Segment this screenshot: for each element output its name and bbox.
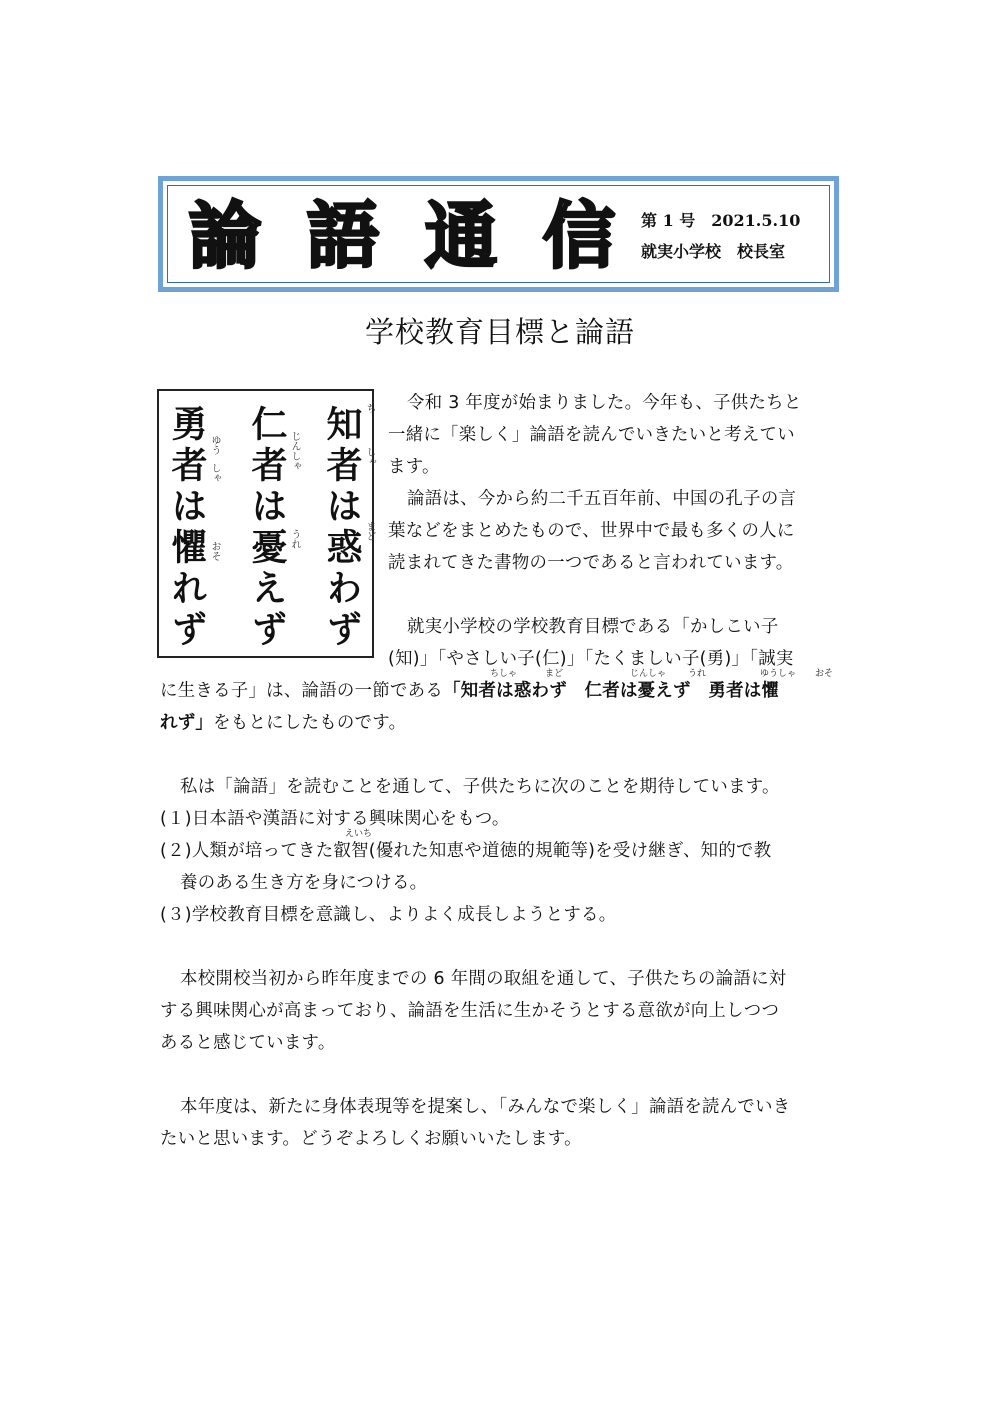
page-title: 学校教育目標と論語 (364, 315, 635, 349)
paragraph-5-line-3: あると感じています。 (160, 1033, 336, 1053)
paragraph-6-line-1: 本年度は、新たに身体表現等を提案し、「みんなで楽しく」論語を読んでいき (180, 1097, 791, 1117)
ruby-annotation: おそ (815, 669, 834, 679)
masthead-title (189, 195, 661, 277)
paragraph-3-line-4 (160, 707, 406, 739)
school-office: 就実小学校 校長室 (641, 242, 786, 261)
calligraphy-ruby: じん (289, 431, 300, 451)
paragraph-3-line-1: 就実小学校の学校教育目標である「かしこい子 (407, 617, 779, 637)
paragraph-3-line-3 (160, 675, 779, 707)
paragraph-2-line-2: 葉などをまとめたもので、世界中で最も多くの人に (388, 521, 795, 541)
paragraph-3-text: をもとにしたものです。 (213, 713, 407, 733)
calligraphy-image (157, 389, 374, 658)
paragraph-5-line-2: する興味関心が高まっており、論語を生活に生かそうとする意欲が向上しつつ (160, 1001, 780, 1021)
ruby-annotation: うれ (688, 669, 707, 679)
masthead-title-char: 通 (425, 194, 498, 278)
expectation-item-2: (２)人類が培ってきた叡智(優れた知恵や道徳的規範等)を受け継ぎ、知的で教 (160, 841, 772, 861)
calligraphy-column-2: 仁者は憂えず (246, 405, 288, 651)
paragraph-1-line-2: 一緒に「楽しく」論語を読んでいきたいと考えてい (388, 425, 795, 445)
calligraphy-ruby: しゃ (209, 463, 220, 483)
calligraphy-ruby: まど (364, 521, 375, 541)
calligraphy-ruby: うれ (289, 529, 300, 549)
paragraph-1-line-1: 令和 3 年度が始まりました。今年も、子供たちと (407, 393, 802, 413)
calligraphy-ruby: おそ (209, 541, 220, 561)
calligraphy-ruby: ち (364, 403, 375, 413)
calligraphy-column-1: 知者は惑わず (321, 405, 363, 651)
expectation-item-1: (１)日本語や漢語に対する興味関心をもつ。 (160, 809, 510, 829)
expectation-item-3: (３)学校教育目標を意識し、よりよく成長しようとする。 (160, 905, 617, 925)
paragraph-3-line-2: (知)」「やさしい子(仁)」「たくましい子(勇)」「誠実 (388, 649, 794, 669)
paragraph-5-line-1: 本校開校当初から昨年度までの 6 年間の取組を通して、子供たちの論語に対 (180, 969, 787, 989)
ruby-annotation: まど (545, 669, 564, 679)
ruby-annotation: じんしゃ (630, 669, 667, 679)
masthead-title-char: 語 (307, 194, 380, 278)
paragraph-2-line-3: 読まれてきた書物の一つであると言われています。 (388, 553, 794, 573)
paragraph-4-line-1: 私は「論語」を読むことを通して、子供たちに次のことを期待しています。 (180, 777, 780, 797)
calligraphy-ruby: しゃ (364, 447, 375, 467)
calligraphy-ruby: ゆう (209, 435, 220, 455)
masthead-title-char: 論 (189, 194, 262, 278)
paragraph-1-line-3: ます。 (388, 457, 440, 477)
issue-number-date: 第 1 号 2021.5.10 (641, 211, 801, 230)
ruby-annotation: ゆうしゃ (760, 669, 797, 679)
paragraph-2-line-1: 論語は、今から約二千五百年前、中国の孔子の言 (407, 489, 797, 509)
ruby-annotation: ちしゃ (490, 669, 518, 679)
paragraph-3-text: に生きる子」は、論語の一節である (160, 681, 444, 701)
paragraph-6-line-2: たいと思います。どうぞよろしくお願いいたします。 (160, 1129, 582, 1149)
expectation-item-2-cont: 養のある生き方を身につける。 (180, 873, 428, 893)
calligraphy-column-3: 勇者は懼れず (166, 405, 208, 651)
calligraphy-ruby: しゃ (289, 451, 300, 471)
analects-quote: 「知者は惑わず 仁者は憂えず 勇者は懼 (443, 681, 780, 701)
masthead-title-char: 信 (543, 194, 616, 278)
analects-quote-end: れず」 (160, 713, 214, 733)
ruby-annotation: えいち (345, 829, 373, 839)
masthead (158, 176, 839, 292)
